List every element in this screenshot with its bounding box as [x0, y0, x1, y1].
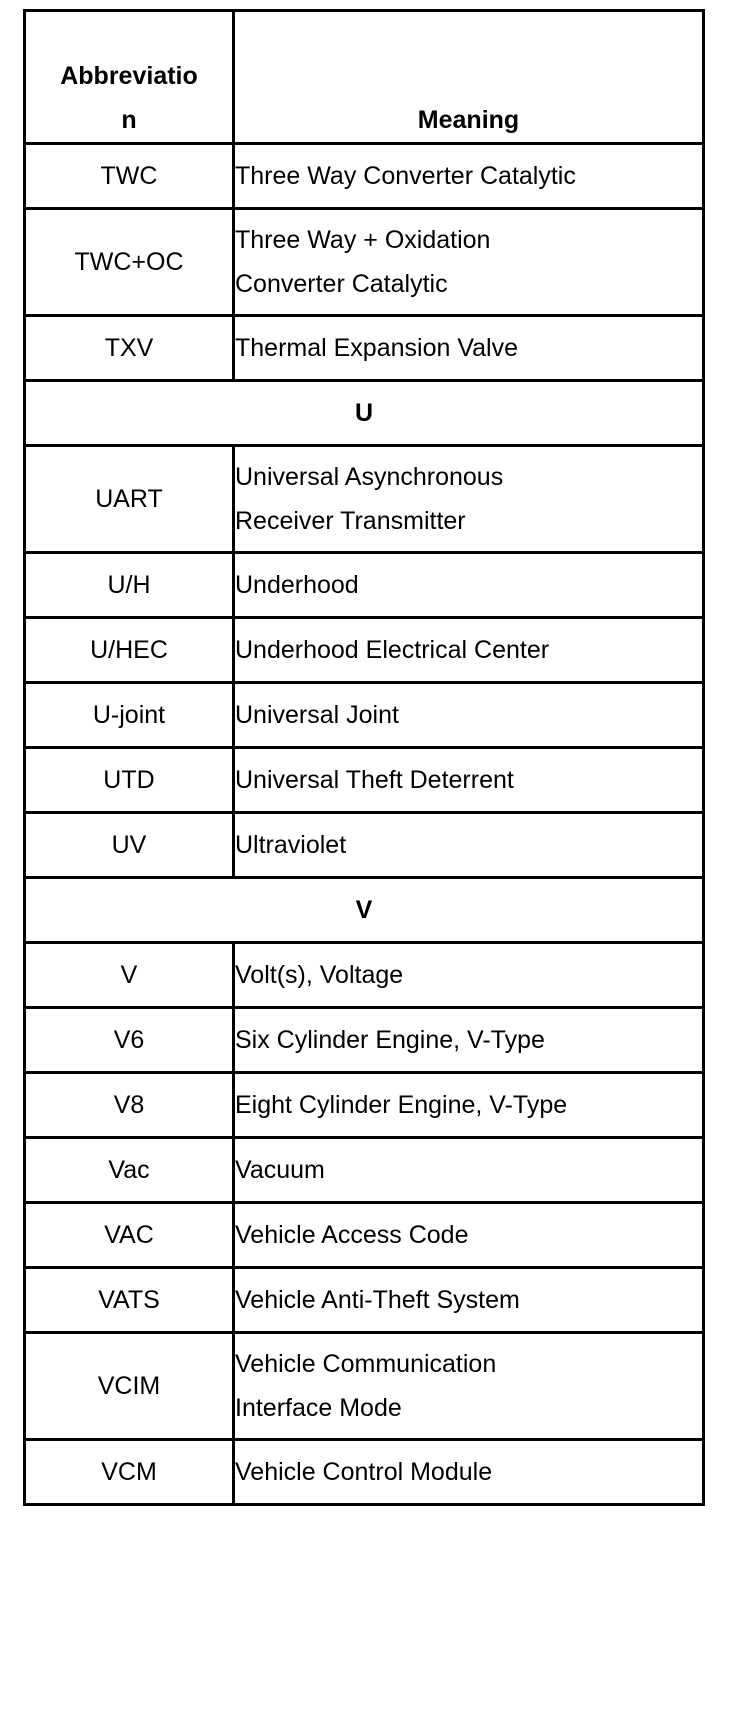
- abbreviation-cell: TXV: [25, 316, 234, 381]
- meaning-cell: Vehicle Communication Interface Mode: [234, 1333, 704, 1440]
- abbreviation-cell: VAC: [25, 1203, 234, 1268]
- table-row: [25, 1268, 704, 1333]
- meaning-cell: Thermal Expansion Valve: [234, 316, 704, 381]
- abbreviation-table: [23, 9, 705, 1506]
- section-label: V: [25, 878, 704, 943]
- abbreviation-cell: U-joint: [25, 683, 234, 748]
- header-meaning: Meaning: [234, 11, 704, 144]
- abbreviation-cell: UTD: [25, 748, 234, 813]
- table-row: [25, 1073, 704, 1138]
- abbreviation-cell: V8: [25, 1073, 234, 1138]
- header-abbreviation: Abbreviation: [25, 11, 234, 144]
- table-row: [25, 144, 704, 209]
- meaning-cell: Vacuum: [234, 1138, 704, 1203]
- meaning-cell: Eight Cylinder Engine, V-Type: [234, 1073, 704, 1138]
- table-row: [25, 813, 704, 878]
- abbreviation-cell: V: [25, 943, 234, 1008]
- meaning-cell: Vehicle Access Code: [234, 1203, 704, 1268]
- abbreviation-cell: VCIM: [25, 1333, 234, 1440]
- abbreviation-cell: V6: [25, 1008, 234, 1073]
- meaning-cell: Universal Theft Deterrent: [234, 748, 704, 813]
- section-row: [25, 878, 704, 943]
- table-row: [25, 446, 704, 553]
- table-row: [25, 748, 704, 813]
- abbreviation-cell: VATS: [25, 1268, 234, 1333]
- meaning-cell: Underhood Electrical Center: [234, 618, 704, 683]
- table-row: [25, 1203, 704, 1268]
- table-row: [25, 553, 704, 618]
- abbreviation-cell: U/H: [25, 553, 234, 618]
- abbreviation-cell: TWC: [25, 144, 234, 209]
- meaning-cell: Volt(s), Voltage: [234, 943, 704, 1008]
- table-row: [25, 683, 704, 748]
- abbreviation-cell: VCM: [25, 1440, 234, 1505]
- meaning-cell: Universal Asynchronous Receiver Transmitter: [234, 446, 704, 553]
- meaning-cell: Underhood: [234, 553, 704, 618]
- section-row: [25, 381, 704, 446]
- table-row: [25, 1440, 704, 1505]
- meaning-cell: Three Way + Oxidation Converter Catalytic: [234, 209, 704, 316]
- meaning-cell: Ultraviolet: [234, 813, 704, 878]
- meaning-cell: Six Cylinder Engine, V-Type: [234, 1008, 704, 1073]
- abbreviation-cell: TWC+OC: [25, 209, 234, 316]
- table-row: [25, 1138, 704, 1203]
- table-row: [25, 316, 704, 381]
- abbreviation-cell: UV: [25, 813, 234, 878]
- table-row: [25, 618, 704, 683]
- section-label: U: [25, 381, 704, 446]
- table-row: [25, 1333, 704, 1440]
- table-row: [25, 209, 704, 316]
- table-row: [25, 943, 704, 1008]
- table-header-row: [25, 11, 704, 144]
- meaning-cell: Vehicle Anti-Theft System: [234, 1268, 704, 1333]
- meaning-cell: Three Way Converter Catalytic: [234, 144, 704, 209]
- meaning-cell: Vehicle Control Module: [234, 1440, 704, 1505]
- abbreviation-cell: Vac: [25, 1138, 234, 1203]
- meaning-cell: Universal Joint: [234, 683, 704, 748]
- abbreviation-cell: UART: [25, 446, 234, 553]
- table-row: [25, 1008, 704, 1073]
- abbreviation-cell: U/HEC: [25, 618, 234, 683]
